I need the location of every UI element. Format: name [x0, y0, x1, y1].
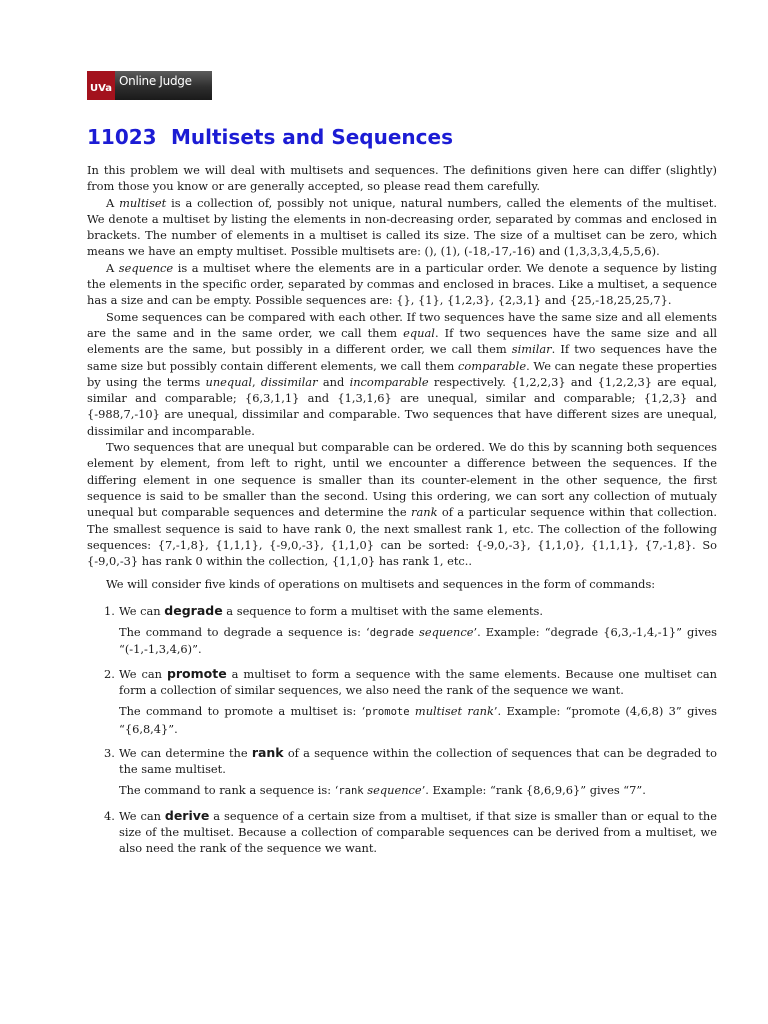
- keyword-promote: promote: [166, 665, 227, 681]
- keyword-rank: rank: [251, 744, 284, 760]
- problem-statement: [87, 162, 717, 865]
- term-comparable: comparable: [458, 358, 527, 373]
- term-sequence: sequence: [118, 260, 174, 275]
- logo-text: Online Judge: [119, 74, 192, 88]
- list-item: 1. We can degrade a sequence to form a multiset with the same elements. The command to degrade a sequence is: ‘degrade sequence’. Example: “degrade {6,3,-1,4,-1}” gives “(-1,-1,3,4,6)”.: [104, 602, 717, 657]
- term-rank: rank: [411, 505, 438, 520]
- list-item: 2. We can promote a multiset to form a sequence with the same elements. Because one multiset can form a collection of similar sequences, we also need the rank of the sequence we want. The command to promote a multiset is: ‘promote multiset rank’. Example: “promote (4,6,8) 3” gives “{6,8,4}”.: [104, 665, 718, 736]
- uva-online-judge-logo[interactable]: [87, 71, 212, 100]
- problem-title: [87, 125, 453, 149]
- paragraph-intro: In this problem we will deal with multisets and sequences. The definitions given here can differ (slightly) from those you know or are generally accepted, so please read them carefully.: [87, 163, 717, 194]
- keyword-derive: derive: [164, 807, 210, 823]
- term-incomparable: incomparable: [349, 374, 429, 389]
- paragraph-ordering: Two sequences that are unequal but comparable can be ordered. We do this by scanning both sequences element by element, from left to right, until we encounter a difference between the sequences. If the differing element in one sequence is smaller than its counter-element in the other sequence, the first sequence is said to be smaller than the second. Using this ordering, we can sort any collection of mutualy unequal but comparable sequences and determine the rank of a particular sequence within that collection. The smallest sequence is said to have rank 0, the next smallest rank 1, etc. The collection of the following sequences: {7,-1,8}, {1,1,1}, {-9,0,-3}, {1,1,0} can be sorted: {-9,0,-3}, {1,1,0}, {1,1,1}, {7,-1,8}. So {-9,0,-3} has rank 0 within the collection, {1,1,0} has rank 1, etc..: [87, 440, 717, 569]
- term-multiset: multiset: [119, 195, 167, 210]
- paragraph-sequence: A sequence is a multiset where the elements are in a particular order. We denote a sequence by listing the elements in the specific order, separated by commas and enclosed in braces. Like a multiset, a sequence has a size and can be empty. Possible sequences are: {}, {1}, {1,2,3}, {2,3,1} and {25,-18,25,25,7}.: [87, 260, 717, 308]
- example-degrade: The command to degrade a sequence is: ‘degrade sequence’. Example: “degrade {6,3,-1,4,-1}” gives “(-1,-1,3,4,6)”.: [119, 625, 717, 657]
- list-item: 3. We can determine the rank of a sequence within the collection of sequences that can be degraded to the same multiset. The command to rank a sequence is: ‘rank sequence’. Example: “rank {8,6,9,6}” gives “7”.: [87, 745, 717, 800]
- uva-badge: UVa: [87, 71, 115, 100]
- term-unequal: unequal: [205, 374, 252, 389]
- term-similar: similar: [511, 342, 552, 357]
- problem-number: 11023: [87, 125, 157, 149]
- commands-list: [87, 603, 717, 857]
- paragraph-multiset: A multiset is a collection of, possibly not unique, natural numbers, called the elements of the multiset. We denote a multiset by listing the elements in non-decreasing order, separated by commas and enclosed in brackets. The number of elements in a multiset is called its size. The size of a multiset can be zero, which means we have an empty multiset. Possible multisets are: (), (1), (-18,-17,-16) and (1,3,3,3,4,5,5,6).: [87, 195, 717, 259]
- problem-name: Multisets and Sequences: [171, 125, 453, 149]
- term-equal: equal: [403, 325, 435, 340]
- keyword-degrade: degrade: [164, 602, 223, 618]
- paragraph-comparison: Some sequences can be compared with each other. If two sequences have the same size and all elements are the same and in the same order, we call them equal. If two sequences have the same size and all elements are the same, but possibly in a different order, we call them similar. If two sequences have the same size but possibly contain different elements, we call them comparable. We can negate these properties by using the terms unequal, dissimilar and incomparable respectively. {1,2,2,3} and {1,2,2,3} are equal, similar and comparable; {6,3,1,1} and {1,3,1,6} are unequal, similar and comparable; {1,2,3} and {-988,7,-10} are unequal, dissimilar and comparable. Two sequences that have different sizes are unequal, dissimilar and incomparable.: [87, 309, 718, 438]
- paragraph-operations: We will consider five kinds of operations on multisets and sequences in the form of commands:: [106, 577, 656, 592]
- term-dissimilar: dissimilar: [260, 374, 318, 389]
- example-promote: The command to promote a multiset is: ‘promote multiset rank’. Example: “promote (4,6,8) 3” gives “{6,8,4}”.: [119, 704, 718, 736]
- example-rank: The command to rank a sequence is: ‘rank sequence’. Example: “rank {8,6,9,6}” gives “7”.: [119, 783, 646, 798]
- list-item: 4. We can derive a sequence of a certain size from a multiset, if that size is smaller than or equal to the size of the multiset. Because a collection of comparable sequences can be derived from a multiset, we also need the rank of the sequence we want.: [104, 807, 717, 856]
